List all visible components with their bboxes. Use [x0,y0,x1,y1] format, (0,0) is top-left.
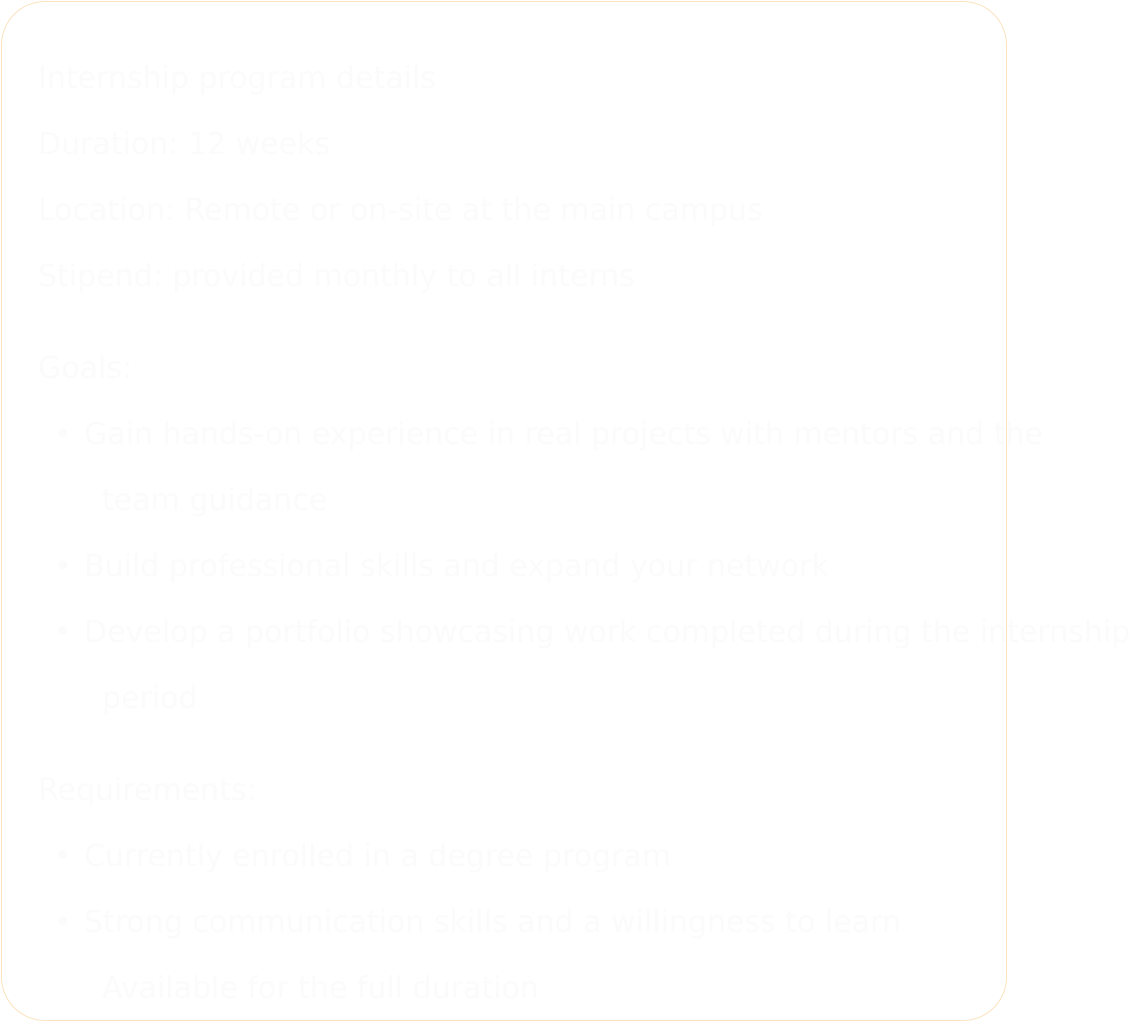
goals-item [38,600,1130,666]
bullet-icon: • [54,417,72,452]
title-line: Internship program details [38,61,436,96]
goals-heading: Goals: [38,351,133,386]
goals-item-continuation: team guidance [102,483,328,518]
bullet-icon: • [54,615,72,650]
goals-item [38,534,968,600]
requirements-item [38,890,968,956]
requirements-heading: Requirements: [38,773,257,808]
requirements-item [38,824,968,890]
location-line: Location: Remote or on-site at the main campus [38,193,763,228]
stipend-line: Stipend: provided monthly to all interns [38,259,635,294]
goals-item-text: Develop a portfolio showcasing work completed during the internship [84,615,1130,650]
section-spacer [38,732,968,758]
bullet-icon: • [54,905,72,940]
goals-item-continuation: period [102,681,198,716]
goals-item-text: Build professional skills and expand your network [84,549,829,584]
requirements-item-text: Strong communication skills and a willingness to learn [84,905,901,940]
bullet-icon: • [54,549,72,584]
requirements-item-text: Currently enrolled in a degree program [84,839,672,874]
bullet-icon: • [54,839,72,874]
section-spacer [38,310,968,336]
card-content [38,46,1130,1022]
goals-item-text: Gain hands-on experience in real projects with mentors and the [84,417,1043,452]
content-card [1,1,1130,1021]
duration-line: Duration: 12 weeks [38,127,331,162]
goals-item [38,402,1043,468]
requirements-item-continuation: Available for the full duration [102,971,539,1006]
